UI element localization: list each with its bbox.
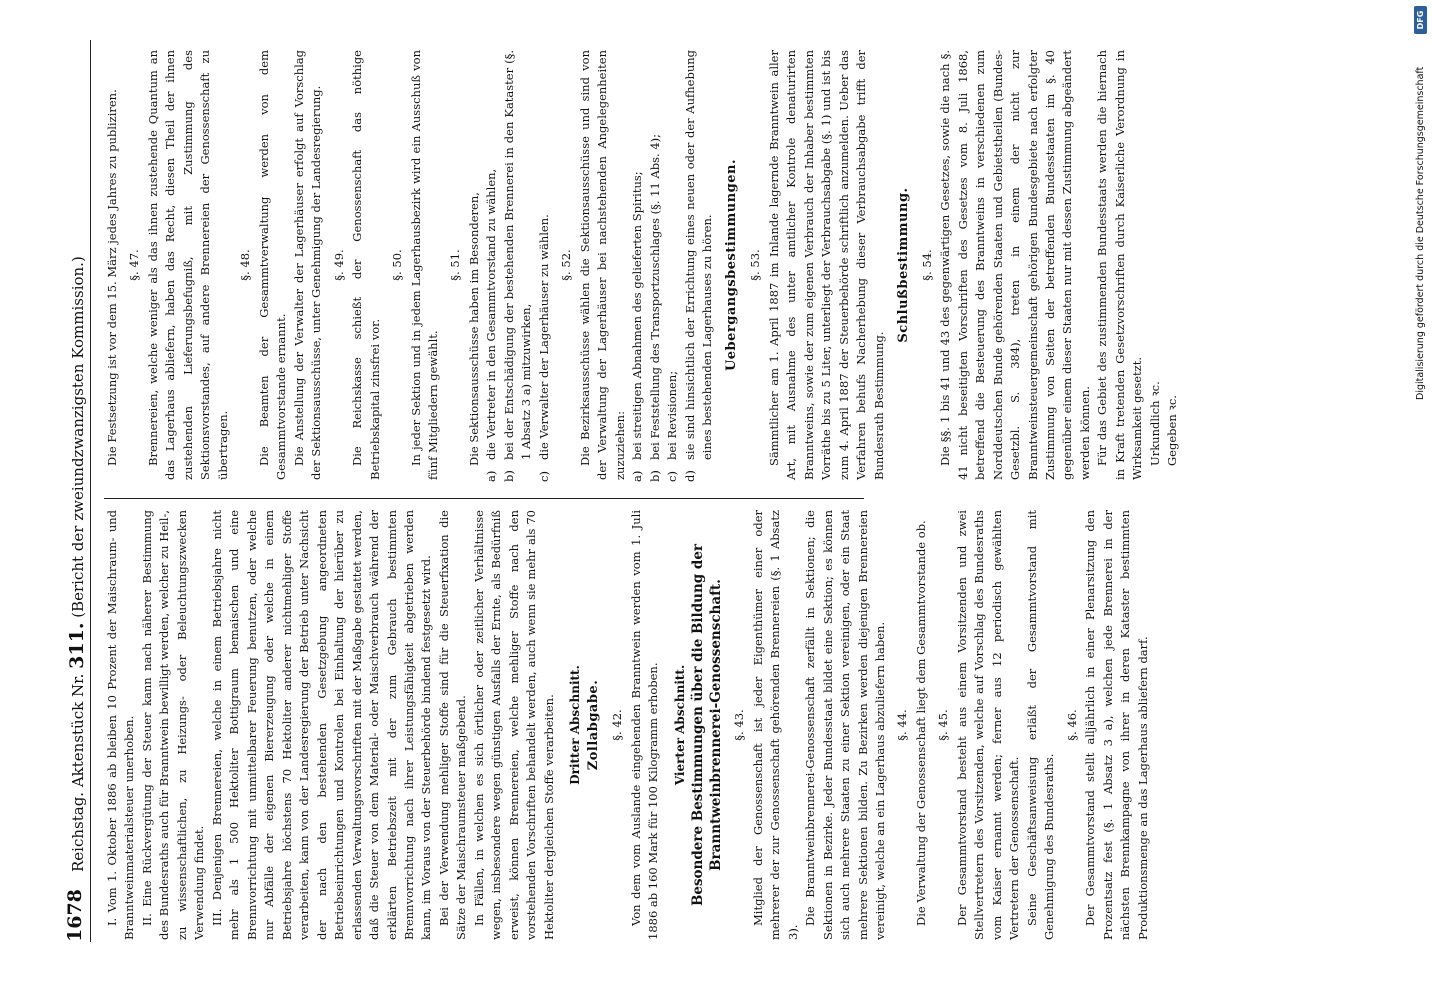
- paragraph: Die Reichskasse schießt der Genossenschaft das nöthige Betriebskapital zinsfrei vor.: [350, 50, 382, 480]
- paragraph: Der Gesammtvorstand besteht aus einem Vorsitzenden und zwei Stellvertretern des Vorsitzenden, welche auf Vorschlag des Bundesraths vom Kaiser ernannt werden; ferner aus 12 periodisch gewählten Vertretern der Genossenschaft.: [954, 510, 1022, 940]
- abschnitt-label: Vierter Abschnitt.: [672, 664, 687, 786]
- paragraph: I. Vom 1. Oktober 1886 ab bleiben 10 Prozent der Maischraum- und Branntweinmaterialsteuer unerhoben.: [105, 510, 137, 940]
- closing-line: Urkundlich ꝛc.: [1147, 381, 1162, 466]
- paragraph: Seine Geschäftsanweisung erläßt der Gesammtvorstand mit Genehmigung des Bundesraths.: [1024, 510, 1057, 940]
- section-number: §. 45.: [936, 709, 951, 741]
- closing-line: Gegeben ꝛc.: [1165, 395, 1180, 466]
- digitization-credit: [1412, 0, 1432, 1000]
- list-item-label: d): [682, 470, 697, 482]
- list-item: [664, 50, 681, 480]
- list-item-text: die Verwalter der Lagerhäuser zu wählen.: [536, 214, 551, 460]
- section-number: §. 52.: [559, 249, 574, 281]
- list-item-text: die Vertreter in den Gesammtvorstand zu wählen,: [484, 168, 499, 460]
- column-divider: [104, 498, 864, 499]
- paragraph: Von dem vom Auslande eingehenden Branntwein werden vom 1. Juli 1886 ab 160 Mark für 100 Kilogramm erhoben.: [628, 510, 661, 940]
- list-item: [629, 50, 646, 480]
- list-item: [501, 50, 536, 480]
- list-item-label: a): [484, 470, 499, 482]
- paragraph: Für das Gebiet des zustimmenden Bundesstaats werden die hiernach in Kraft tretenden Gesetzvorschriften durch Kaiserliche Verordnung in Wirksamkeit gesetzt.: [1095, 50, 1145, 480]
- list-item-text: bei Feststellung des Transportzuschlages (§. 11 Abs. 4);: [647, 133, 662, 460]
- section-heading: Schlußbestimmung.: [895, 187, 911, 343]
- list-item: [647, 50, 664, 480]
- list-item-text: bei streitigen Abnahmen des gelieferten Spiritus;: [630, 171, 645, 460]
- section-number: §. 50.: [390, 249, 405, 281]
- dfg-logo: DFG: [1414, 6, 1427, 34]
- right-column: [104, 50, 1182, 480]
- section-number: §. 44.: [895, 709, 910, 741]
- paragraph: Mitglied der Genossenschaft ist jeder Eigenthümer einer oder mehrerer der zur Genossenschaft gehörenden Brennereien (§. 1 Absatz 3).: [750, 510, 800, 940]
- list-item-label: b): [501, 470, 516, 482]
- header-title-suffix: (Bericht der zweiundzwanzigsten Kommission.): [69, 256, 87, 623]
- section-number: §. 47.: [127, 249, 142, 281]
- paragraph: III. Denjenigen Brennereien, welche in einem Betriebsjahre nicht mehr als 1 500 Hektoliter Bottigraum bemaischen und eine Brennvorrichtung mit unmittelbarer Feuerung benutzen, oder welche nur Abfälle der eigenen Biererzeugung oder welche in einem Betriebsjahre höchstens 70 Hektoliter anderer nichtmehliger Stoffe verarbeiten, kann von der Landesregierung der Betrieb unter Nachsicht der nach den bestehenden Gesetzgebung angeordneten Betriebseinrichtungen und Kontrolen bei Einhaltung der hierüber zu erlassenden Verwaltungsvorschriften mit der Maßgabe gestattet werden, daß die Steuer von dem Material- oder Maischverbrauch während der erklärten Betriebszeit mit der zum Gebrauch bestimmten Brennvorrichtung nach ihrer Leistungsfähigkeit abgetrieben werden kann, im Voraus von der Steuerbehörde bindend festgesetzt wird.: [209, 510, 434, 940]
- list-item-text: bei der Entschädigung der bestehenden Brennerei in den Kataster (§. 1 Absatz 3 a) mitzuwirken,: [501, 50, 534, 460]
- paragraph: In jeder Sektion und in jedem Lagerhausbezirk wird ein Ausschuß von fünf Mitgliedern gewählt.: [408, 50, 440, 480]
- section-number: §. 54.: [919, 249, 934, 281]
- paragraph: Die Branntweinbrennerei-Genossenschaft zerfällt in Sektionen; die Sektionen in Bezirke. Jeder Bundesstaat bildet eine Sektion; es können sich auch mehrere Staaten zu einer Sektion vereinigen, oder ein Staat mehrere Sektionen bilden. Zu Bezirken werden diejenigen Brennereien vereinigt, welche an ein Lagerhaus abzuliefern haben.: [803, 510, 887, 940]
- page-number: 1678: [64, 889, 86, 942]
- list-item: [682, 50, 717, 480]
- list-item: [536, 50, 553, 480]
- paragraph: Die Verwaltung der Genossenschaft liegt dem Gesammtvorstande ob.: [913, 520, 928, 926]
- paragraph: Brennereien, welche weniger als das ihnen zustehende Quantum an das Lagerhaus abliefern, haben das Recht, diesen Theil der ihnen zustehenden Lieferungsbefugniß, mit Zustimmung des Sektionsvorstandes, auf andere Brennereien der Genossenschaft zu übertragen.: [145, 50, 230, 480]
- document-number: 311.: [66, 622, 88, 669]
- paragraph: Bei der Verwendung mehliger Stoffe sind für die Steuerfixation die Sätze der Maischraumsteuer maßgebend.: [436, 510, 469, 940]
- list-item-text: sie sind hinsichtlich der Errichtung eines neuen oder der Aufhebung eines bestehenden Lagerhauses zu hören.: [682, 50, 714, 460]
- header-title: [66, 40, 88, 872]
- credit-text: Digitalisierung gefördert durch die Deutsche Forschungsgemeinschaft: [1415, 66, 1426, 400]
- section-number: §. 49.: [331, 249, 346, 281]
- section-number: §. 43.: [732, 709, 747, 741]
- paragraph: Der Gesammtvorstand stellt alljährlich in einer Plenarsitzung den Prozentsatz fest (§. 1 Absatz 3 a), welchen jede Brennerei in der nächsten Brennkampagne von ihrer in deren Kataster bestimmten Produktionsmenge an das Lagerhaus abliefern darf.: [1083, 510, 1150, 940]
- list-item-label: a): [630, 470, 645, 482]
- list-item-label: c): [536, 471, 551, 482]
- abschnitt-title: Zollabgabe.: [586, 679, 602, 771]
- section-number: §. 46.: [1064, 709, 1079, 741]
- list-item-text: bei Revisionen;: [665, 370, 680, 460]
- section-number: §. 51.: [448, 249, 463, 281]
- paragraph: Die Anstellung der Verwalter der Lagerhäuser erfolgt auf Vorschlag der Sektionsausschüsse, unter Genehmigung der Landesregierung.: [291, 50, 324, 480]
- section-number: §. 53.: [748, 249, 763, 281]
- abschnitt-title: Besondere Bestimmungen über die Bildung der Branntweinbrennerei-Genossenschaft.: [689, 543, 725, 907]
- left-column: [104, 510, 1152, 940]
- list-item-label: b): [647, 470, 662, 482]
- abschnitt-label: Dritter Abschnitt.: [568, 665, 583, 785]
- paragraph: Die Bezirksausschüsse wählen die Sektionsausschüsse und sind von der Verwaltung der Lagerhäuser bei nachstehenden Angelegenheiten zuzuziehen:: [577, 50, 627, 480]
- paragraph: Die §§. 1 bis 41 und 43 des gegenwärtigen Gesetzes, sowie die nach §. 41 nicht beseitigten Vorschriften des Gesetzes vom 8. Juli 1868, betreffend die Besteuerung des Branntweins in verschiedenen zum Norddeutschen Bunde gehörenden Staaten und Gebietstheilen (Bundes-Gesetzbl. S. 384), treten in einem der nicht zur Branntweinsteuergemeinschaft gehörigen Bundesgebiete nach erfolgter Zustimmung von Seiten der betreffenden Bundesstaaten im §. 40 gegenüber einem dieser Staaten nur mit dessen Zustimmung abgeändert werden können.: [938, 50, 1092, 480]
- header-title-prefix: Reichstag. Aktenstück Nr.: [69, 668, 87, 872]
- running-header: [60, 40, 91, 942]
- paragraph: In Fällen, in welchen es sich örtlicher oder zeitlicher Verhältnisse wegen, insbesondere wegen günstigen Ausfalls der Ernte, als Bedürfniß erweist, können Brennereien, welche mehliger Stoffe nach den vorstehenden Vorschriften behandelt werden, auch wenn sie mehr als 70 Hektoliter dergleichen Stoffe verarbeiten.: [471, 510, 556, 940]
- section-number: §. 48.: [238, 249, 253, 281]
- paragraph: Die Sektionsausschüsse haben im Besonderen,: [466, 192, 481, 466]
- list-item-label: c): [665, 471, 680, 482]
- paragraph: II. Eine Rückvergütung der Steuer kann nach näherer Bestimmung des Bundesraths auch für Branntwein bewilligt werden, welcher zu Heil-, zu wissenschaftlichen, zu Heizungs- oder Beleuchtungszwecken Verwendung findet.: [139, 510, 207, 940]
- section-heading: Uebergangsbestimmungen.: [724, 158, 740, 372]
- section-number: §. 42.: [610, 709, 625, 741]
- paragraph: Sämmtlicher am 1. April 1887 im Inlande lagernde Branntwein aller Art, mit Ausnahme des unter amtlicher Kontrole denaturirten Branntweins, sowie der zum eigenen Verbrauch der Inhaber bestimmten Vorräthe bis zu 5 Liter, unterliegt der Verbrauchsabgabe (§. 1) und ist bis zum 4. April 1887 der Steuerbehörde schriftlich anzumelden. Ueber das Verfahren behufs Nacherhebung dieser Verbrauchsabgabe trifft der Bundesrath Bestimmung.: [766, 50, 886, 480]
- paragraph: Die Beamten der Gesammtverwaltung werden von dem Gesammtvorstande ernannt.: [256, 50, 289, 480]
- paragraph: Die Festsetzung ist vor dem 15. März jedes Jahres zu publiziren.: [105, 89, 119, 466]
- list-item: [483, 50, 500, 480]
